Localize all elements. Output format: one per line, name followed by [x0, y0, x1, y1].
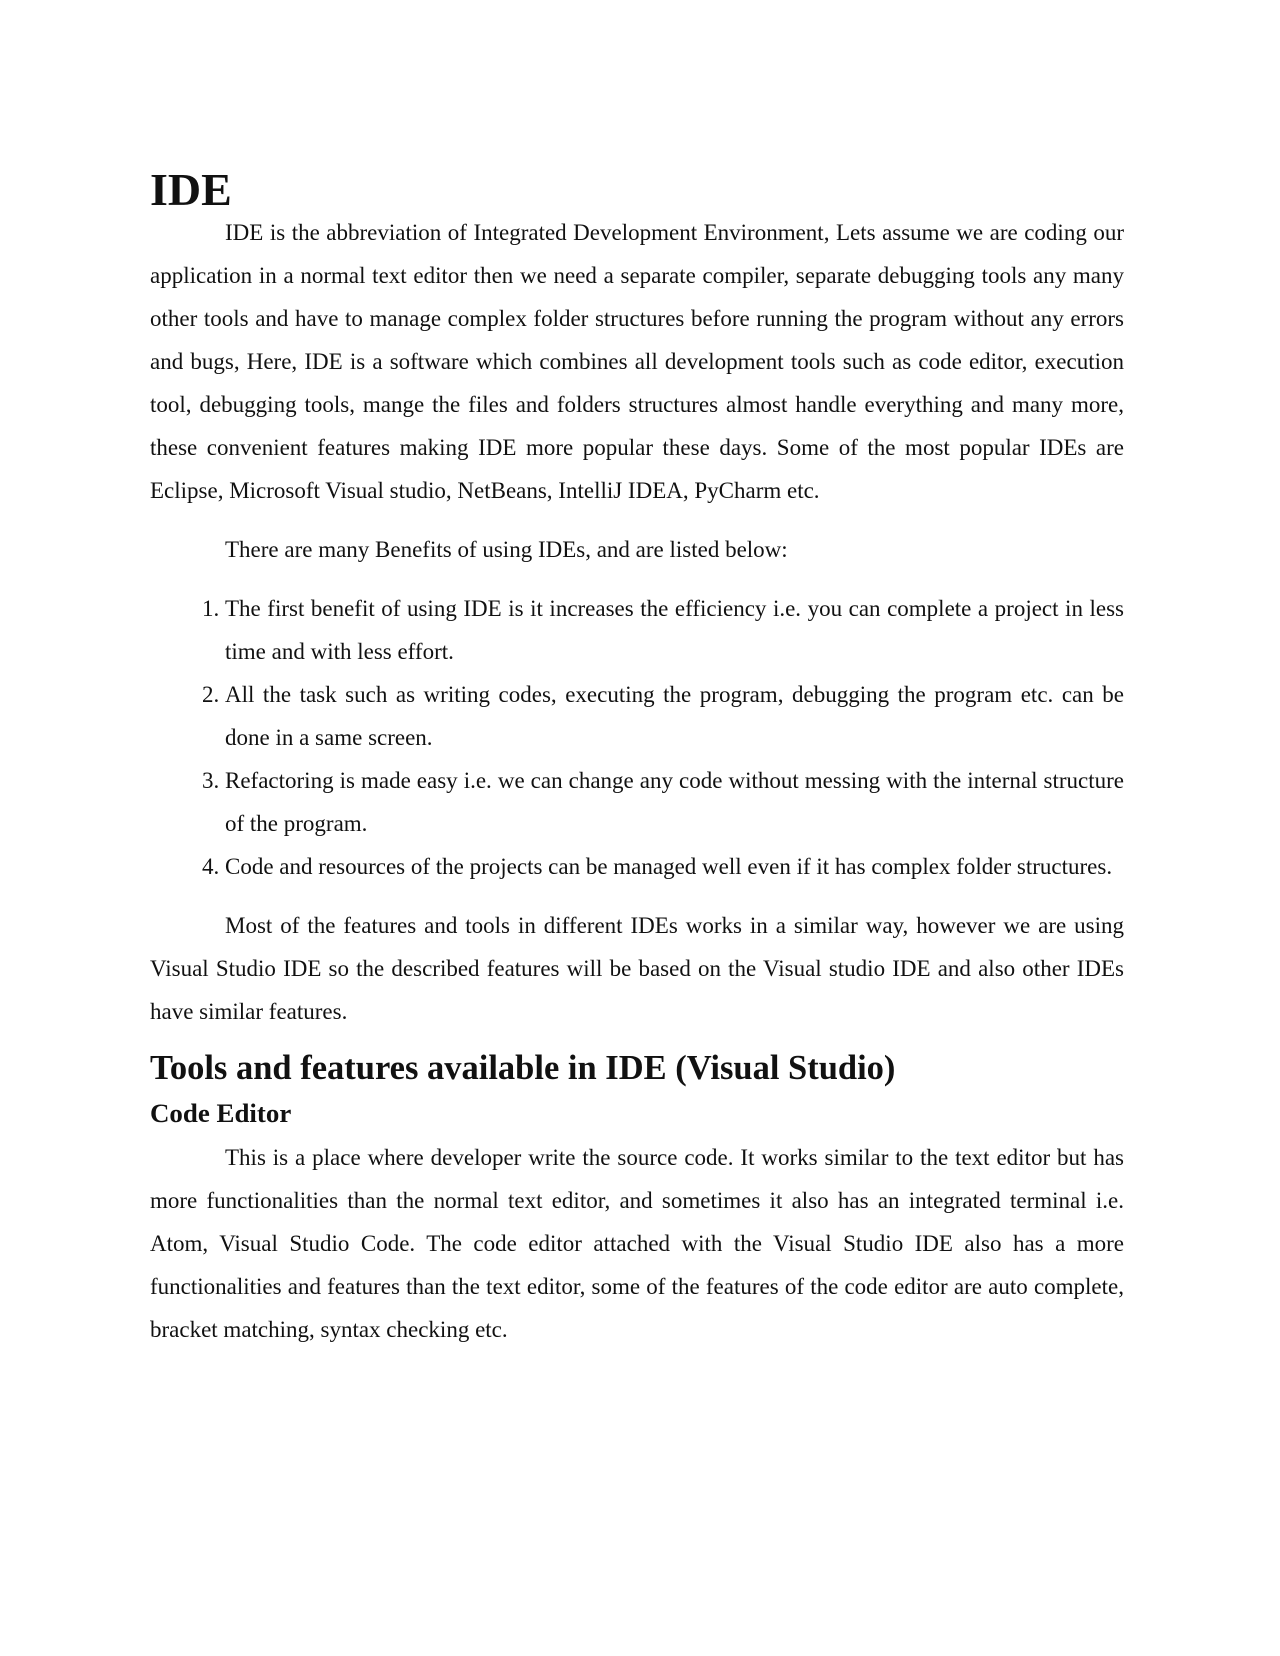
paragraph-visual-studio-note: Most of the features and tools in different IDEs works in a similar way, however we are using Visual Studio IDE so the described features will be based on the Visual studio IDE and also other IDEs have similar features.: [150, 913, 1124, 1024]
paragraph-benefits-intro: There are many Benefits of using IDEs, and are listed below:: [225, 537, 788, 562]
paragraph-ide-definition: IDE is the abbreviation of Integrated Development Environment, Lets assume we are coding our application in a normal text editor then we need a separate compiler, separate debugging tools any many other tools and have to manage complex folder structures before running the program without any errors and bugs, Here, IDE is a software which combines all development tools such as code editor, execution tool, debugging tools, mange the files and folders structures almost handle everything and many more, these convenient features making IDE more popular these days. Some of the most popular IDEs are Eclipse, Microsoft Visual studio, NetBeans, IntelliJ IDEA, PyCharm etc.: [150, 220, 1124, 503]
benefit-item-3: 3. Refactoring is made easy i.e. we can change any code without messing with the internal structure of the program.: [225, 759, 1124, 845]
document-page: [150, 164, 1124, 1351]
paragraph-code-editor: This is a place where developer write the source code. It works similar to the text editor but has more functionalities than the normal text editor, and sometimes it also has an integrated terminal i.e. Atom, Visual Studio Code. The code editor attached with the Visual Studio IDE also has a more functionalities and features than the text editor, some of the features of the code editor are auto complete, bracket matching, syntax checking etc.: [150, 1145, 1124, 1342]
benefit-item-2: 2. All the task such as writing codes, executing the program, debugging the program etc. can be done in a same screen.: [225, 673, 1124, 759]
heading-tools-and-features: Tools and features available in IDE (Visual Studio): [150, 1049, 896, 1087]
benefit-item-1: 1. The first benefit of using IDE is it increases the efficiency i.e. you can complete a project in less time and with less effort.: [225, 587, 1124, 673]
benefit-item-4: 4. Code and resources of the projects can be managed well even if it has complex folder structures.: [225, 845, 1124, 888]
benefits-list: [150, 587, 1124, 888]
heading-ide: IDE: [150, 164, 232, 215]
heading-code-editor: Code Editor: [150, 1098, 292, 1128]
